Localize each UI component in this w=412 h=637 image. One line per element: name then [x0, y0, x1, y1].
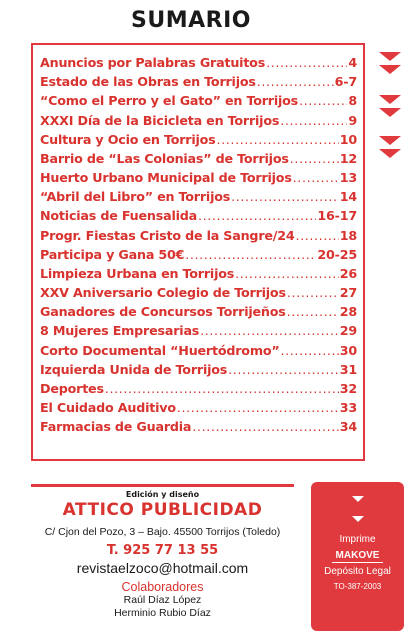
- toc-entry-title: Participa y Gana 50€: [40, 246, 185, 262]
- toc-entry-title: XXXI Día de la Bicicleta en Torrijos: [40, 112, 280, 128]
- toc-entry: [40, 304, 357, 323]
- toc-entry-title: Barrio de “Las Colonias” de Torrijos: [40, 150, 289, 166]
- toc-entry-page: 14: [339, 189, 357, 205]
- page-title: SUMARIO: [131, 8, 251, 33]
- toc-entry-page: 4: [348, 55, 357, 70]
- chevron-down-icon: [352, 516, 364, 522]
- toc-entry-title: “Como el Perro y el Gato” en Torrijos: [40, 93, 299, 109]
- toc-entry: [40, 362, 357, 381]
- toc-entry-title: Anuncios por Palabras Gratuitos: [40, 55, 266, 70]
- toc-entry: [40, 93, 357, 112]
- toc-leader-dots: [200, 323, 339, 338]
- toc-entry-page: 6-7: [334, 74, 357, 90]
- table-of-contents: [31, 43, 365, 461]
- toc-entry-title: Huerto Urbano Municipal de Torrijos: [40, 170, 292, 186]
- toc-leader-dots: [231, 189, 339, 204]
- toc-entry-page: 29: [339, 323, 357, 339]
- toc-entry: [40, 323, 357, 342]
- legal-deposit-label: Depósito Legal: [324, 566, 391, 577]
- toc-entry: [40, 228, 357, 247]
- toc-entry: [40, 419, 357, 438]
- toc-entry-title: Deportes: [40, 380, 104, 396]
- edition-label: Edición y diseño: [125, 490, 200, 499]
- toc-entry-title: Farmacias de Guardia: [40, 419, 192, 435]
- toc-entry: [40, 189, 357, 208]
- toc-leader-dots: [185, 247, 316, 262]
- toc-entry: [40, 151, 357, 170]
- agency-name: ATTICO PUBLICIDAD: [62, 500, 263, 520]
- toc-leader-dots: [281, 343, 339, 358]
- toc-entry-title: Izquierda Unida de Torrijos: [40, 361, 228, 377]
- footer-divider: [31, 484, 294, 487]
- printer-name: MAKOVE: [332, 550, 384, 563]
- legal-deposit-number: TO-387-2003: [333, 582, 382, 591]
- collaborator-name: Raúl Díaz López: [123, 594, 202, 606]
- toc-entry-page: 26: [339, 265, 357, 281]
- toc-entry: [40, 400, 357, 419]
- collaborators-label: Colaboradores: [121, 580, 204, 594]
- toc-entry-title: El Cuidado Auditivo: [40, 400, 176, 416]
- toc-entry-title: Estado de las Obras en Torrijos: [40, 74, 256, 90]
- toc-entry-page: 8: [348, 93, 357, 109]
- toc-leader-dots: [299, 93, 347, 108]
- toc-leader-dots: [287, 285, 339, 300]
- toc-leader-dots: [287, 304, 339, 319]
- toc-leader-dots: [266, 55, 347, 70]
- toc-leader-dots: [192, 419, 338, 434]
- printer-info-box: [311, 482, 404, 631]
- toc-leader-dots: [228, 362, 339, 377]
- toc-entry-page: 27: [339, 285, 357, 301]
- toc-entry-page: 12: [339, 150, 357, 166]
- toc-leader-dots: [257, 74, 334, 89]
- toc-leader-dots: [290, 151, 339, 166]
- toc-entry-title: Progr. Fiestas Cristo de la Sangre/24: [40, 227, 295, 243]
- collaborator-name: Herminio Rubio Díaz: [114, 607, 211, 619]
- toc-leader-dots: [235, 266, 339, 281]
- toc-entry-page: 16-17: [317, 208, 357, 224]
- toc-entry-title: Ganadores de Concursos Torrijeños: [40, 304, 286, 320]
- toc-entry-title: Corto Documental “Huertódromo”: [40, 342, 280, 358]
- toc-entry-title: Limpieza Urbana en Torrijos: [40, 265, 235, 281]
- toc-entry-page: 31: [339, 361, 357, 377]
- toc-entry: [40, 74, 357, 93]
- agency-email: revistaelzoco@hotmail.com: [76, 560, 249, 576]
- toc-leader-dots: [105, 381, 339, 396]
- toc-leader-dots: [217, 132, 339, 147]
- toc-entry: [40, 208, 357, 227]
- toc-leader-dots: [177, 400, 339, 415]
- toc-entry-title: Noticias de Fuensalida: [40, 208, 198, 224]
- toc-entry-page: 28: [339, 304, 357, 320]
- imprime-label: Imprime: [339, 534, 376, 545]
- toc-leader-dots: [198, 208, 316, 223]
- double-chevron-down-icon: [378, 136, 404, 162]
- toc-leader-dots: [293, 170, 339, 185]
- toc-leader-dots: [280, 113, 347, 128]
- toc-entry-page: 30: [339, 342, 357, 358]
- toc-entry-page: 18: [339, 227, 357, 243]
- toc-entry: [40, 170, 357, 189]
- toc-entry: [40, 132, 357, 151]
- toc-entry: [40, 285, 357, 304]
- toc-entry: [40, 343, 357, 362]
- double-chevron-down-icon: [378, 52, 404, 78]
- toc-entry-page: 20-25: [317, 246, 357, 262]
- toc-entry-page: 10: [339, 131, 357, 147]
- toc-entry: [40, 247, 357, 266]
- toc-entry-page: 13: [339, 170, 357, 186]
- toc-entry: [40, 55, 357, 74]
- credits-block: [31, 490, 294, 620]
- toc-entry: [40, 381, 357, 400]
- agency-phone: T. 925 77 13 55: [106, 543, 219, 558]
- toc-entry-page: 9: [348, 112, 357, 128]
- chevron-down-icon: [352, 496, 364, 502]
- double-chevron-down-icon: [378, 95, 404, 121]
- agency-address: C/ Cjon del Pozo, 3 – Bajo. 45500 Torrijos (Toledo): [44, 526, 281, 538]
- toc-entry-title: XXV Aniversario Colegio de Torrijos: [40, 285, 286, 301]
- toc-entry-page: 32: [339, 380, 357, 396]
- toc-entry-page: 33: [339, 400, 357, 416]
- toc-entry: [40, 266, 357, 285]
- toc-entry-title: “Abril del Libro” en Torrijos: [40, 189, 231, 205]
- toc-entry-page: 34: [339, 419, 357, 435]
- toc-leader-dots: [295, 228, 338, 243]
- toc-entry: [40, 113, 357, 132]
- toc-entry-title: 8 Mujeres Empresarias: [40, 323, 200, 339]
- toc-entry-title: Cultura y Ocio en Torrijos: [40, 131, 216, 147]
